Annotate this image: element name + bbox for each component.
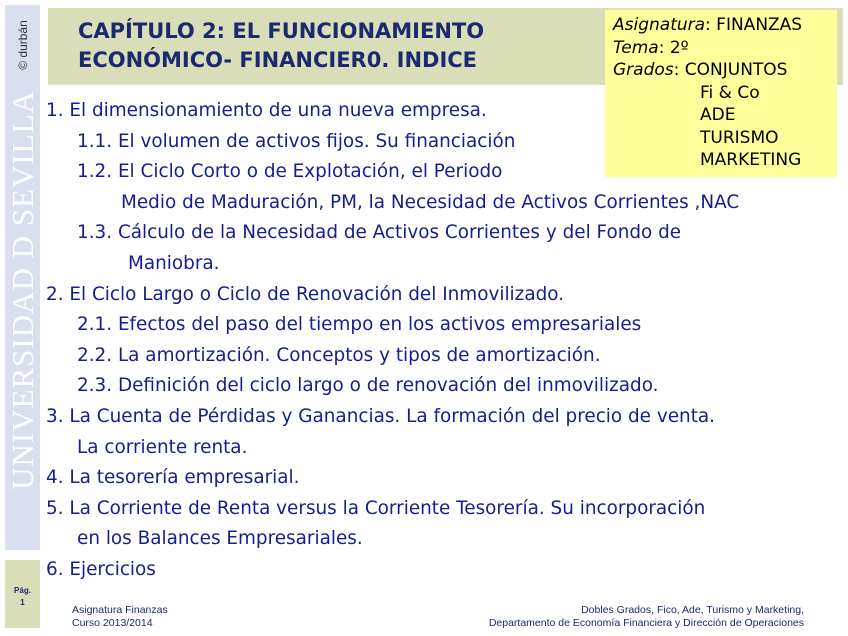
degree-item: MARKETING <box>700 150 802 170</box>
page-number: 1 <box>20 598 25 607</box>
degrees-row <box>613 59 829 82</box>
title-line-1: CAPÍTULO 2: EL FUNCIONAMIENTO <box>78 19 485 43</box>
degree-item: TURISMO <box>700 127 779 148</box>
toc-item: 1.1. El volumen de activos fijos. Su financiación <box>77 130 516 152</box>
toc-item-continuation: La corriente renta. <box>77 436 248 458</box>
toc-item-continuation: en los Balances Empresariales. <box>77 528 363 550</box>
subject-label: Asignatura <box>613 15 706 35</box>
toc-item-continuation: Maniobra. <box>128 252 220 274</box>
title-line-2: ECONÓMICO- FINANCIER0. INDICE <box>78 48 478 72</box>
toc-item: 2.1. Efectos del paso del tiempo en los activos empresariales <box>77 314 642 336</box>
toc-item: 6. Ejercicios <box>46 558 156 580</box>
footer-degrees: Dobles Grados, Fico, Ade, Turismo y Marketing, <box>581 604 804 616</box>
university-logo <box>4 90 40 490</box>
toc-item-continuation: Medio de Maduración, PM, la Necesidad de Activos Corrientes ,NAC <box>121 191 740 213</box>
degrees-first: : CONJUNTOS <box>673 60 788 80</box>
footer-year: Curso 2013/2014 <box>72 617 153 629</box>
degree-item: Fi & Co <box>700 82 760 103</box>
degrees-label: Grados <box>613 60 674 80</box>
page-title <box>78 17 484 75</box>
subject-value: : FINANZAS <box>705 15 803 35</box>
author-credit <box>5 5 40 85</box>
page-label: Pág. <box>14 586 31 595</box>
toc-item: 1. El dimensionamiento de una nueva empresa. <box>46 100 487 121</box>
table-of-contents <box>46 96 739 586</box>
toc-item: 1.3. Cálculo de la Necesidad de Activos Corrientes y del Fondo de <box>77 222 682 244</box>
footer-course-info <box>72 604 168 630</box>
footer-subject: Asignatura Finanzas <box>72 604 168 616</box>
toc-item: 1.2. El Ciclo Corto o de Explotación, el Periodo <box>77 161 503 183</box>
subject-row <box>613 14 829 37</box>
toc-item: 3. La Cuenta de Pérdidas y Ganancias. La formación del precio de venta. <box>46 405 716 427</box>
toc-item: 4. La tesorería empresarial. <box>46 467 300 489</box>
footer-department-info <box>489 604 804 630</box>
toc-item: 2.3. Definición del ciclo largo o de renovación del inmovilizado. <box>77 375 659 397</box>
topic-value: : 2º <box>658 37 689 58</box>
author-text: © durbán <box>15 20 30 70</box>
toc-item: 2. El Ciclo Largo o Ciclo de Renovación del Inmovilizado. <box>46 283 565 305</box>
toc-item: 2.2. La amortización. Conceptos y tipos de amortización. <box>77 344 601 366</box>
topic-row <box>613 37 829 60</box>
degree-item: ADE <box>700 105 736 125</box>
topic-label: Tema <box>613 37 659 58</box>
toc-item: 5. La Corriente de Renta versus la Corriente Tesorería. Su incorporación <box>46 497 706 519</box>
page-indicator <box>5 560 40 628</box>
university-text: UNIVERSIDAD D SEVILLA <box>4 90 40 490</box>
footer-department: Departamento de Economía Financiera y Dirección de Operaciones <box>488 617 804 629</box>
